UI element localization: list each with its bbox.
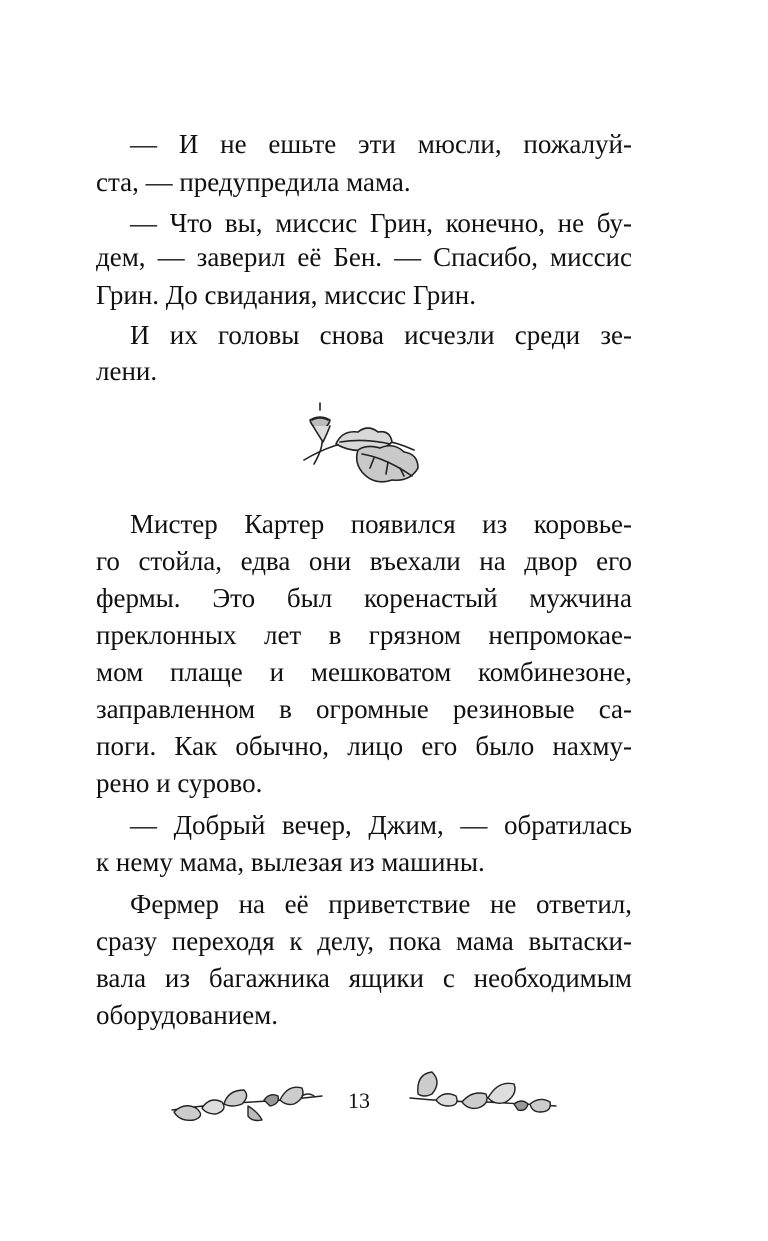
page-number: 13	[348, 1088, 370, 1113]
text-line: Грин. До свидания, миссис Грин.	[96, 280, 476, 310]
text-line: вала из багажника ящики с необходимым	[96, 963, 632, 993]
text-line: го стойла, едва они въехали на двор его	[96, 546, 632, 576]
text-line: мом плаще и мешковатом комбинезоне,	[96, 657, 632, 687]
text-line: заправленном в огромные резиновые са-	[96, 694, 632, 724]
text-line: дем, — заверил её Бен. — Спасибо, миссис	[96, 242, 632, 272]
acorn-oak-leaf-icon	[296, 398, 436, 490]
text-line: фермы. Это был коренастый мужчина	[96, 583, 632, 613]
text-line: — Добрый вечер, Джим, — обратилась	[130, 810, 632, 840]
text-line: И их головы снова исчезли среди зе-	[130, 320, 632, 350]
text-line: поги. Как обычно, лицо его было нахму-	[96, 731, 632, 761]
text-line: рено и сурово.	[96, 768, 263, 798]
leaf-vine-icon	[168, 1078, 324, 1128]
text-line: Фермер на её приветствие не ответил,	[130, 889, 632, 919]
text-line: — Что вы, миссис Грин, конечно, не бу-	[130, 208, 632, 238]
text-line: оборудованием.	[96, 1000, 279, 1030]
text-line: ста, — предупредила мама.	[96, 167, 411, 197]
text-line: лени.	[96, 356, 158, 386]
leaf-vine-icon	[404, 1070, 560, 1126]
text-line: сразу переходя к делу, пока мама вытаски-	[96, 926, 632, 956]
text-line: Мистер Картер появился из коровье-	[130, 509, 632, 539]
text-line: преклонных лет в грязном непромокае-	[96, 620, 632, 650]
text-line: — И не ешьте эти мюсли, пожалуй-	[130, 129, 632, 159]
text-line: к нему мама, вылезая из машины.	[96, 847, 485, 877]
